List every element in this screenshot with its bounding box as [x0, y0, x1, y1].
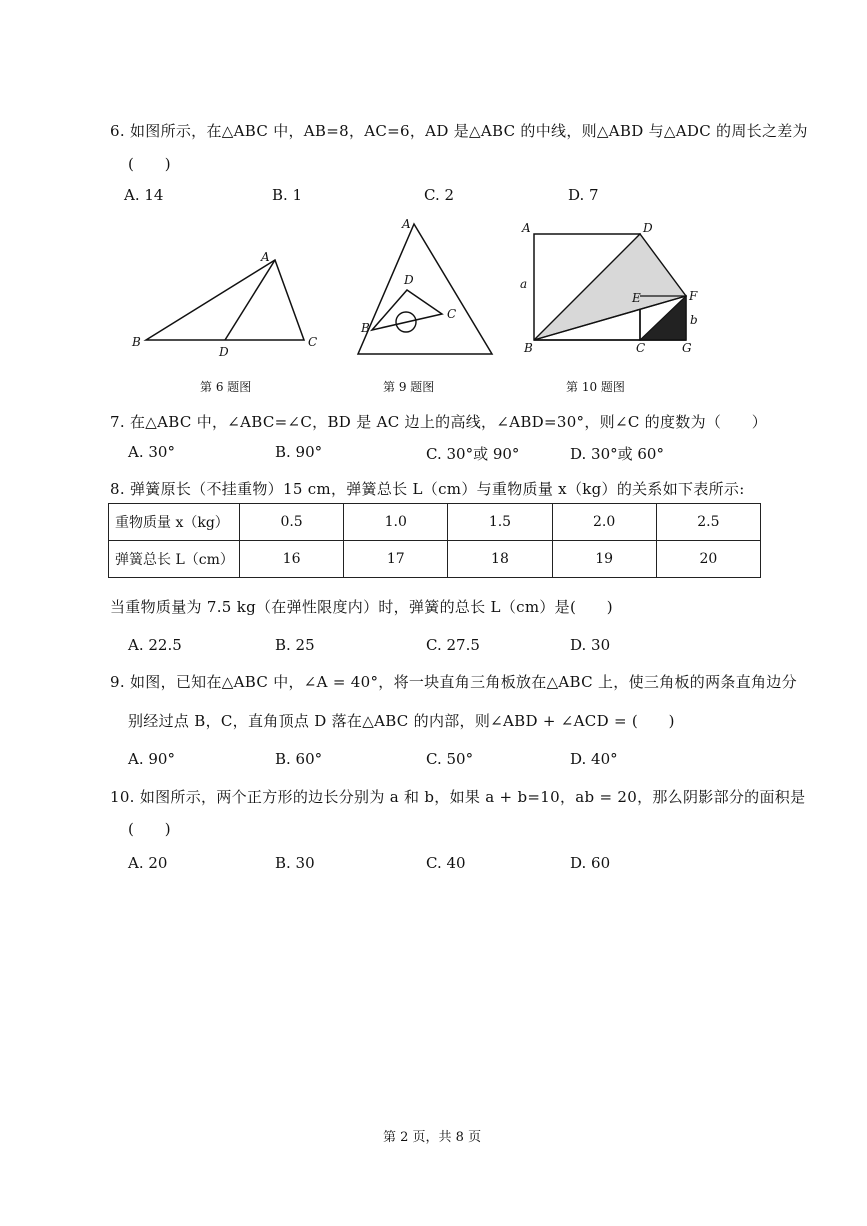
- q10-option-b: B. 30: [275, 854, 315, 872]
- table-cell: 0.5: [240, 504, 344, 541]
- table-row: [109, 504, 761, 541]
- table-cell: 16: [240, 541, 344, 578]
- table-row: [109, 541, 761, 578]
- q6-option-b: B. 1: [272, 186, 303, 204]
- fig10-label-b: B: [524, 341, 533, 355]
- q6-option-a: A. 14: [124, 186, 164, 204]
- figure-6: [128, 248, 328, 360]
- q6-stem: 6. 如图所示，在△ABC 中，AB=8，AC=6，AD 是△ABC 的中线，则△ABD 与△ADC 的周长之差为: [110, 122, 808, 140]
- table-header-length: 弹簧总长 L（cm）: [109, 541, 240, 578]
- median-ad: [225, 260, 275, 340]
- fig9-label-c: C: [447, 307, 457, 321]
- fig10-label-a: A: [522, 221, 531, 235]
- q6-option-c: C. 2: [424, 186, 455, 204]
- fig6-label-b: B: [132, 335, 141, 349]
- fig6-label-a: A: [261, 250, 270, 264]
- q10-option-c: C. 40: [426, 854, 466, 872]
- q10-stem: 10. 如图所示，两个正方形的边长分别为 a 和 b，如果 a + b=10，ab = 20，那么阴影部分的面积是: [110, 788, 806, 806]
- table-cell: 1.5: [448, 504, 552, 541]
- q8-table: [108, 503, 761, 578]
- triangle-abc: [358, 224, 492, 354]
- q7-option-b: B. 90°: [275, 443, 323, 461]
- q9-option-d: D. 40°: [570, 750, 618, 768]
- fig9-label-d: D: [404, 273, 414, 287]
- table-cell: 18: [448, 541, 552, 578]
- triangle-abc: [146, 260, 304, 340]
- fig10-label-b-side: b: [690, 313, 698, 327]
- q7-option-a: A. 30°: [128, 443, 175, 461]
- q9-stem-line2: 别经过点 B，C，直角顶点 D 落在△ABC 的内部，则∠ABD + ∠ACD = ( ): [128, 712, 675, 730]
- q7-option-d: D. 30°或 60°: [570, 445, 664, 463]
- q10-paren: ( ): [128, 820, 171, 838]
- q7-stem: 7. 在△ABC 中，∠ABC=∠C，BD 是 AC 边上的高线，∠ABD=30°，则∠C 的度数为（ ）: [110, 413, 768, 431]
- q8-followup: 当重物质量为 7.5 kg（在弹性限度内）时，弹簧的总长 L（cm）是( ): [110, 598, 613, 616]
- table-cell: 20: [656, 541, 760, 578]
- table-header-mass: 重物质量 x（kg）: [109, 504, 240, 541]
- q9-stem-line1: 9. 如图，已知在△ABC 中，∠A = 40°，将一块直角三角板放在△ABC 上，使三角板的两条直角边分: [110, 673, 797, 691]
- q8-option-a: A. 22.5: [128, 636, 182, 654]
- figure-9: [352, 214, 498, 360]
- fig10-label-e: E: [632, 291, 641, 305]
- table-cell: 17: [344, 541, 448, 578]
- fig10-caption: 第 10 题图: [566, 380, 625, 394]
- table-cell: 1.0: [344, 504, 448, 541]
- q10-option-a: A. 20: [128, 854, 168, 872]
- q9-option-a: A. 90°: [128, 750, 175, 768]
- q8-stem: 8. 弹簧原长（不挂重物）15 cm，弹簧总长 L（cm）与重物质量 x（kg）的关系如下表所示:: [110, 480, 745, 498]
- q10-option-d: D. 60: [570, 854, 611, 872]
- fig9-label-b: B: [361, 321, 370, 335]
- q9-option-b: B. 60°: [275, 750, 323, 768]
- q6-paren: ( ): [128, 155, 171, 173]
- q8-option-c: C. 27.5: [426, 636, 480, 654]
- fig6-label-d: D: [219, 345, 229, 359]
- fig10-label-g: G: [682, 341, 692, 355]
- table-cell: 2.5: [656, 504, 760, 541]
- fig9-label-a: A: [402, 217, 411, 231]
- fig9-caption: 第 9 题图: [383, 380, 435, 394]
- q8-option-b: B. 25: [275, 636, 315, 654]
- fig6-caption: 第 6 题图: [200, 380, 252, 394]
- q8-option-d: D. 30: [570, 636, 611, 654]
- table-cell: 19: [552, 541, 656, 578]
- fig6-label-c: C: [308, 335, 318, 349]
- fig10-label-c: C: [636, 341, 646, 355]
- fig10-label-d: D: [643, 221, 653, 235]
- page-footer: 第 2 页，共 8 页: [383, 1130, 482, 1145]
- figure-10: [516, 218, 706, 358]
- table-cell: 2.0: [552, 504, 656, 541]
- q7-option-c: C. 30°或 90°: [426, 445, 520, 463]
- q9-option-c: C. 50°: [426, 750, 474, 768]
- q6-option-d: D. 7: [568, 186, 599, 204]
- fig10-label-a-side: a: [520, 277, 528, 291]
- fig10-label-f: F: [689, 289, 698, 303]
